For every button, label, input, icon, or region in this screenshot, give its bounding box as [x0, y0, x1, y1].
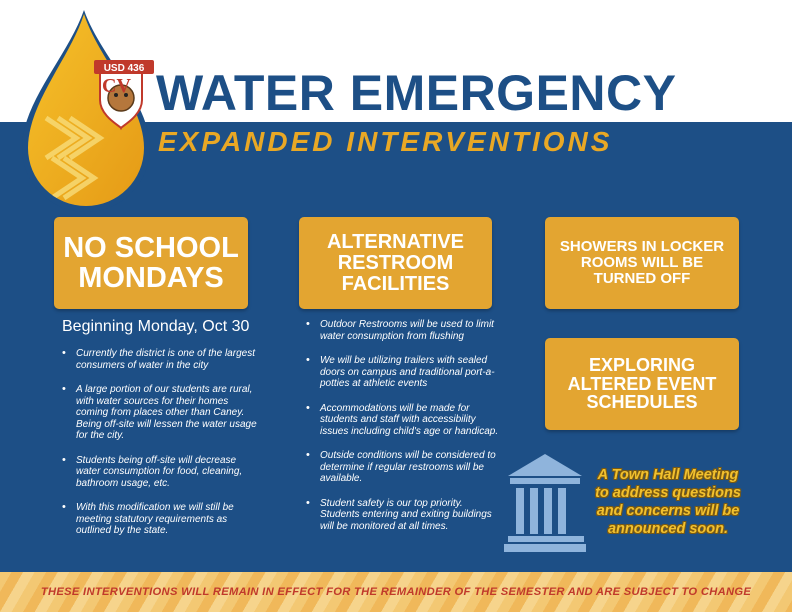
list-item — [58, 384, 258, 442]
list-item — [302, 403, 507, 438]
bullet-line: outlined by the state. — [76, 525, 169, 536]
bullet-line: Students entering and exiting buildings — [320, 509, 492, 520]
box-line: SHOWERS IN LOCKER — [559, 238, 725, 256]
box-line: FACILITIES — [341, 272, 450, 295]
box-line: NO SCHOOL — [63, 231, 239, 264]
bullet-line: We will be utilizing trailers with sealed — [320, 355, 488, 366]
bullet-line: A large portion of our students are rural, — [76, 384, 253, 395]
town-hall-line: A Town Hall Meeting — [597, 467, 739, 483]
bullet-line: available. — [320, 473, 363, 484]
bullet-line: students and staff with accessibility — [320, 414, 476, 425]
list-item — [58, 455, 258, 490]
alternative-restroom-box — [299, 217, 492, 309]
bullet-line: Accommodations will be made for — [320, 402, 470, 414]
altered-event-schedules-box — [545, 338, 739, 430]
bullet-line: with water sources for their homes — [76, 395, 229, 407]
bullet-line: potties at athletic events — [320, 378, 428, 389]
bullet-line: issues including child's age or handicap. — [320, 425, 499, 437]
town-hall-line: announced soon. — [607, 521, 729, 537]
box-line: ALTERED EVENT — [567, 373, 717, 394]
box-line: SCHEDULES — [586, 392, 698, 413]
bullet-line: coming from places other than Caney. — [76, 407, 245, 418]
box-line: ROOMS WILL BE — [580, 254, 704, 272]
bullet-line: will be monitored at all times. — [320, 520, 449, 532]
list-item — [58, 502, 258, 537]
no-school-mondays-box — [54, 217, 248, 309]
footer-text: THESE INTERVENTIONS WILL REMAIN IN EFFECT FOR THE REMAINDER OF THE SEMESTER AND ARE SUBJECT TO CHANGE — [40, 586, 752, 598]
box-line: TURNED OFF — [593, 269, 691, 287]
bullet-line: for the city. — [76, 430, 125, 441]
list-item — [302, 498, 507, 533]
town-hall-line: to address questions — [595, 485, 741, 501]
bullet-line: Outdoor Restrooms will be used to limit — [320, 319, 494, 330]
box-line: MONDAYS — [78, 262, 224, 294]
bullet-line: Currently the district is one of the largest — [76, 348, 255, 359]
water-drop-logo-icon — [18, 8, 168, 218]
bullet-line: Outside conditions will be considered to — [320, 450, 496, 461]
no-school-bullets — [58, 348, 258, 537]
restroom-bullets — [302, 319, 507, 532]
bullet-line: Student safety is our top priority. — [320, 497, 463, 509]
footer-banner — [0, 572, 792, 612]
town-hall-line: and concerns will be — [596, 503, 740, 519]
bullet-line: water consumption from flushing — [320, 330, 464, 342]
box-line: EXPLORING — [588, 354, 695, 375]
logo-letters: CV — [102, 75, 131, 97]
bullet-line: doors on campus and traditional port-a- — [320, 366, 495, 378]
list-item — [302, 450, 507, 485]
bullet-line: meeting statutory requirements as — [76, 513, 228, 525]
list-item — [302, 355, 507, 390]
logo-text: USD 436 — [103, 63, 145, 74]
bullet-line: water consumption for food, cleaning, — [76, 466, 243, 477]
bullet-line: determine if regular restrooms will be — [320, 461, 484, 473]
page-title: WATER EMERGENCY — [156, 65, 677, 121]
box-line: ALTERNATIVE — [326, 230, 465, 253]
list-item — [302, 319, 507, 342]
box-line: RESTROOM — [337, 251, 454, 274]
page-subtitle: EXPANDED INTERVENTIONS — [158, 126, 613, 157]
bullet-line: bathroom usage, etc. — [76, 477, 170, 489]
town-hall-announcement — [562, 466, 774, 538]
bullet-line: Students being off-site will decrease — [76, 454, 237, 466]
beginning-date: Beginning Monday, Oct 30 — [62, 318, 250, 335]
showers-turned-off-box — [545, 217, 739, 309]
list-item — [58, 348, 258, 371]
bullet-line: consumers of water in the city — [76, 359, 209, 371]
bullet-line: Being off-site will lessen the water usage — [76, 418, 257, 430]
bullet-line: With this modification we will still be — [76, 502, 234, 513]
